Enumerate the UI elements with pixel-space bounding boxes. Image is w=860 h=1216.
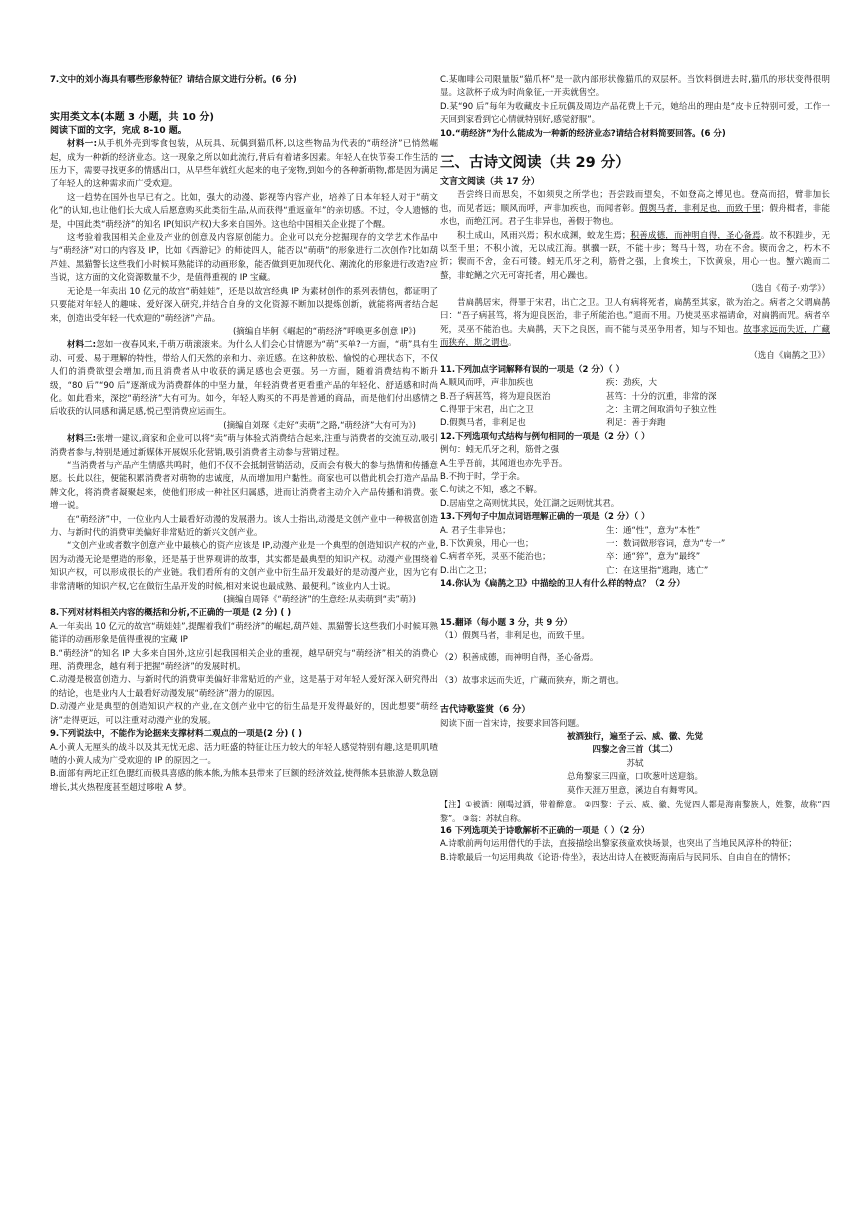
question-9-option-a: A.小黄人无厘头的战斗以及其无忧无虑、活力旺盛的特征让压力较大的年轻人感觉特别有趣,这是叽叽喳喳的小黄人成为广受欢迎的 IP 的原因之一。	[50, 742, 438, 766]
xunzi-paragraph: 吾尝终日而思矣，不如须臾之所学也；吾尝跂而望矣，不如登高之博见也。登高而招，臂非加长也，而见者远；顺风而呼，声非加疾也，而闻者彰。假舆马者，非利足也，而致千里；假舟楫者，非能水也，而绝江河。君子生非异也，善假于物也。	[440, 190, 830, 228]
question-8-option-c: C.动漫是极富创造力、与新时代的消费审美偏好非常贴近的产业，这是基于对年轻人爱好深入研究得出的结论，也是业内人士最看好动漫发展“萌经济”潜力的原因。	[50, 675, 438, 699]
poem-title-line-1: 被酒独行，遍至子云、威、徽、先觉	[566, 732, 703, 743]
material-1-paragraph: 这考验着我国相关企业及产业的创意及内容原创能力。企业可以充分挖掘现存的文学艺术作品中与“萌经济”对口的内容及 IP，比如《西游记》的师徒四人，能否以“萌萌”的形象进行二次创作?比如葫芦娃、黑猫警长这些我们小时候耳熟能详的动画形象，能否做到更加现代化、潮流化的形象进行改造?应当说，这方面的文化资源数量不少，是值得重视的 IP 宝藏。	[50, 233, 438, 284]
material-2-paragraph: 材料二:忽如一夜春风来,千萌万萌滚滚来。为什么人们会心甘情愿为“萌”买单?一方面，“萌”具有生动、可爱、易于理解的特性，带给人们天然的亲和力、亲近感。在这种放松、愉悦的心理状态下，不仅人们的消费欲望会增加,而且消费者从中收获的满足感也会更强。另一方面，随着消费结构不断升级，“80 后”“90 后”逐渐成为消费群体的中坚力量，年轻消费者更看重产品的年轻化、舒适感和时尚化。如此看来，深挖“萌经济”大有可为。如今，年轻人购买的不再是普通的商品，而是他们付出感情之后收获的认同感和满足感,悦己型消费应运而生。	[50, 340, 438, 418]
question-16-option-b: B.诗歌最后一句运用典故《论语·侍坐》，表达出诗人在被贬海南后与民同乐、自由自在的情怀；	[440, 852, 796, 863]
question-12: 12.下列选项句式结构与例句相同的一项是（2 分）（ ）	[440, 431, 650, 442]
question-13: 13.下列句子中加点词语理解正确的一项是（2 分）（ ）	[440, 512, 650, 523]
practical-text-instruction: 阅读下面的文字，完成 8-10 题。	[50, 125, 187, 136]
bianque-source: （选自《扁鹊之卫》）	[749, 351, 830, 362]
material-3-label: 材料三:	[67, 434, 97, 445]
question-16: 16 下列选项关于诗歌解析不正确的一项是（ ）（2 分）	[440, 825, 650, 836]
poem-note: 【注】①被酒：刚喝过酒，带着醉意。 ②四黎：子云、威、徽、先觉四人都是海南黎族人，姓黎，故称“四黎”。 ③翁：苏轼自称。	[440, 800, 830, 823]
question-12-option-d: D.居庙堂之高则忧其民，处江湖之远则忧其君。	[440, 498, 620, 509]
practical-text-section: 实用类文本(本题 3 小题，共 10 分)	[50, 112, 214, 124]
bianque-paragraph: 昔扁鹊居宋，得罪于宋君，出亡之卫。卫人有病将死者，扁鹊至其家，欲为治之。病者之父谓扁鹊曰：“吾子病甚笃，将为迎良医治，非子所能治也。”退而不用。乃使灵巫求福请命，对扁鹊而咒。病者卒死，灵巫不能治也。夫扁鹊，天下之良医，而不能与灵巫争用者，知与不知也。故事求远而失近，广藏而狭弃，斯之谓也。	[440, 297, 830, 348]
poem-author: 苏轼	[626, 758, 644, 769]
material-2-source: (摘编自刘琛《走好“卖萌”之路,“萌经济”大有可为》)	[223, 420, 416, 431]
poetry-section: 古代诗歌鉴赏（6 分）	[440, 705, 531, 716]
material-3-paragraph: “当消费者与产品产生情感共鸣时，他们不仅不会抵制营销活动，反而会有极大的参与热情和传播意愿。长此以往，便能积累消费者对萌物的忠诚度，从而增加用户黏性。商家也可以借此机会打造产品品牌文化，将消费者凝聚起来，使他们形成一种社区归属感，进而让消费者主动介入产品传播和消费。张增一说。	[50, 460, 438, 512]
question-12-example: 例句：蚓无爪牙之利，筋骨之强	[440, 445, 560, 456]
question-15: 15.翻译（每小题 3 分，共 9 分）	[440, 617, 573, 628]
material-3-paragraph: 在“萌经济”中，一位业内人士最看好动漫的发展潜力。该人士指出,动漫是文创产业中一种极富创造力、与新时代的消费审美偏好非常贴近的新兴文创产业。	[50, 514, 438, 538]
poem-line-2: 莫作天涯万里意，溪边自有舞雩风。	[566, 785, 703, 796]
question-12-option-a: A.生乎吾前，其闻道也亦先乎吾。	[440, 458, 568, 469]
material-3-paragraph: 材料三:张增一建议,商家和企业可以将“卖”萌与体验式消费结合起来,注重与消费者的交流互动,吸引消费者参与,特别是通过新媒体开展娱乐化营销,吸引消费者主动参与营销过程。	[50, 434, 438, 458]
material-2-label: 材料二:	[67, 340, 97, 351]
underlined-sentence: 假舆马者，非利足也，而致千里	[639, 203, 761, 214]
question-11-option-b: B.吾子病甚笃，将为迎良医治 甚笃：十分的沉重，非常的深	[440, 391, 717, 402]
question-8-option-a: A.一年卖出 10 亿元的故宫“萌娃娃”,提醒着我们“萌经济”的崛起,葫芦娃、黑猫警长这些我们小时候耳熟能详的动画形象是值得重视的宝藏 IP	[50, 621, 438, 646]
material-3-paragraph: “文创产业或者数字创意产业中最核心的资产应该是 IP,动漫产业是一个典型的创造知识产权的产业,因为动漫无论是塑造的形象，还是基于世界观讲的故事，其实都是最典型的知识产权。动漫产业围绕着知识产权，可以形成很长的产业链。我们看所有的文创产业中衍生品开发最好的是动漫产业，因为它有非常清晰的知识产权,它在做衍生品开发的时候,相对来说也最成熟、最便利。”该业内人士说。	[50, 541, 438, 592]
poem-title-line-2: 四黎之舍三首（其二）	[592, 745, 678, 756]
question-16-option-a: A.诗歌前两句运用借代的手法，直接描绘出黎家孩童欢快场景，也突出了当地民风淳朴的特征；	[440, 839, 797, 850]
question-13-option-c: C.病者卒死，灵巫不能治也； 卒：通“猝”，意为“最终”	[440, 552, 701, 563]
underlined-sentence: 故事求远而失近，广藏而狭弃，斯之谓也	[440, 324, 830, 348]
question-7: 7.文中的刘小海具有哪些形象特征？请结合原文进行分析。(6 分)	[50, 75, 297, 85]
right-column	[440, 74, 830, 865]
material-1-paragraph: 材料一:从手机外壳到零食包装，从玩具、玩偶到猫爪杯,以这些物品为代表的“萌经济”已悄然崛起，成为一种新的经济业态。这一现象之所以如此流行,背后有着诸多因素。年轻人在快节奏工作生活的压力下，需要寻找更多的情感出口，从早些年就红火起来的电子宠物,到如今的各种新萌物,都是因为满足了年轻人的这种需求而广受欢迎。	[50, 139, 439, 190]
question-8: 8.下列对材料相关内容的概括和分析,不正确的一项是 (2 分) ( )	[50, 608, 292, 619]
question-11-option-a: A.顺风而呼，声非加疾也 疾：劲疾，大	[440, 378, 658, 389]
question-15-item-1: （1）假舆马者，非利足也，而致千里。	[440, 631, 590, 642]
question-11: 11.下列加点字词解释有误的一项是（2 分）（ ）	[440, 364, 625, 375]
material-1-label: 材料一:	[67, 139, 98, 150]
classical-reading-section: 三、古诗文阅读（共 29 分）	[440, 155, 630, 172]
question-12-option-b: B.不拘于时，学于余。	[440, 471, 526, 482]
question-15-item-3: （3）故事求远而失近，广藏而狭弃，斯之谓也。	[440, 675, 624, 686]
question-10: 10.“萌经济”为什么能成为一种新的经济业态?请结合材料简要回答。(6 分)	[440, 128, 726, 139]
question-11-option-d: D.假舆马者，非利足也 利足：善于奔跑	[440, 418, 666, 429]
question-13-option-a: A. 君子生非异也； 生：通“性”，意为“本性”	[440, 525, 701, 536]
question-9-option-b: B.面部有两坨正红色腮红而极具喜感的熊本熊,为熊本县带来了巨额的经济效益,使得熊本县旅游人数急剧增长,其火热程度甚至超过哆啦 A 梦。	[50, 769, 438, 793]
question-8-option-b: B.“萌经济”的知名 IP 大多来自国外,这应引起我国相关企业的重视，越早研究与“萌经济”相关的消费心理、消费理念，越有利于把握“萌经济”的发展时机。	[50, 648, 438, 673]
question-9-option-d: D.某“90 后”每年为收藏皮卡丘玩偶及周边产品花费上千元，她给出的理由是“皮卡丘特别可爱，工作一天回到家看到它心情就特别好,感觉舒服”。	[440, 101, 830, 126]
xunzi-source: （选自《荀子·劝学》）	[746, 284, 830, 295]
question-11-option-c: C.得罪于宋君，出亡之卫 之：主谓之间取消句子独立性	[440, 404, 717, 415]
underlined-sentence: 积善成德，而神明自得，圣心备焉	[630, 230, 761, 241]
question-8-option-d: D.动漫产业是典型的创造知识产权的产业,在文创产业中它的衍生品是开发得最好的，因此想要“萌经济”走得更远，可以注重对动漫产业的发展。	[50, 702, 438, 726]
question-15-item-2: （2）积善成德，而神明自得，圣心备焉。	[440, 653, 599, 664]
material-1-paragraph: 无论是一年卖出 10 亿元的故宫“萌娃娃”，还是以故宫经典 IP 为素材创作的系列表情包，都证明了只要能对年轻人的趣味、爱好深入研究,并结合自身的文化资源不断加以提炼创新，就能将两者结合起来，创造出受年轻一代欢迎的“萌经济”产品。	[50, 286, 438, 324]
question-14: 14.你认为《扁鹊之卫》中描绘的卫人有什么样的特点？（2 分）	[440, 579, 685, 590]
classical-prose-title: 文言文阅读（共 17 分）	[440, 177, 540, 188]
poem-line-1: 总角黎家三四童，口吹葱叶送迎翁。	[566, 772, 703, 783]
material-1-paragraph: 这一趋势在国外也早已有之。比如，强大的动漫、影视等内容产业，培养了日本年轻人对于“萌文化”的认知,也让他们长大成人后愿意购买此类衍生品,从而获得“重返童年”的亲切感。不过，令人遗憾的是，中国此类“萌经济”的知名 IP(知识产权)大多来自国外。这也给中国相关企业提了个醒。	[50, 192, 438, 230]
question-9: 9.下列说法中，不能作为论据来支撑材料二观点的一项是(2 分) ( )	[50, 729, 302, 740]
question-12-option-c: C.句读之不知，惑之不解。	[440, 485, 543, 496]
question-13-option-b: B.下饮黄泉，用心一也； 一：数词做形容词，意为“专一”	[440, 539, 726, 549]
xunzi-paragraph: 积土成山，风雨兴焉；积水成渊，蛟龙生焉；积善成德，而神明自得，圣心备焉。故不积跬步，无以至千里；不积小流，无以成江海。骐骥一跃，不能十步；驽马十驾，功在不舍。锲而舍之，朽木不折；锲而不舍，金石可镂。蚓无爪牙之利，筋骨之强，上食埃土，下饮黄泉，用心一也。蟹六跪而二螯，非蛇鳝之穴无可寄托者，用心躁也。	[440, 230, 830, 281]
poetry-instruction: 阅读下面一首宋诗，按要求回答问题。	[440, 718, 585, 729]
left-column	[50, 74, 438, 795]
question-9-option-c: C.某咖啡公司限量版“猫爪杯”是一款内部形状像猫爪的双层杯。当饮料倒进去时,猫爪的形状变得很明显。这款杯子成为时尚象征,一开卖就售空。	[440, 75, 830, 99]
material-1-source: (摘编自毕舸《崛起的“萌经济”呼唤更多创意 IP》)	[232, 326, 416, 337]
question-13-option-d: D.出亡之卫； 亡：在这里指“逃跑，逃亡”	[440, 565, 709, 576]
material-3-source: (摘编自周铎《“萌经济”的生意经:从卖萌到“卖”萌》)	[223, 595, 416, 606]
